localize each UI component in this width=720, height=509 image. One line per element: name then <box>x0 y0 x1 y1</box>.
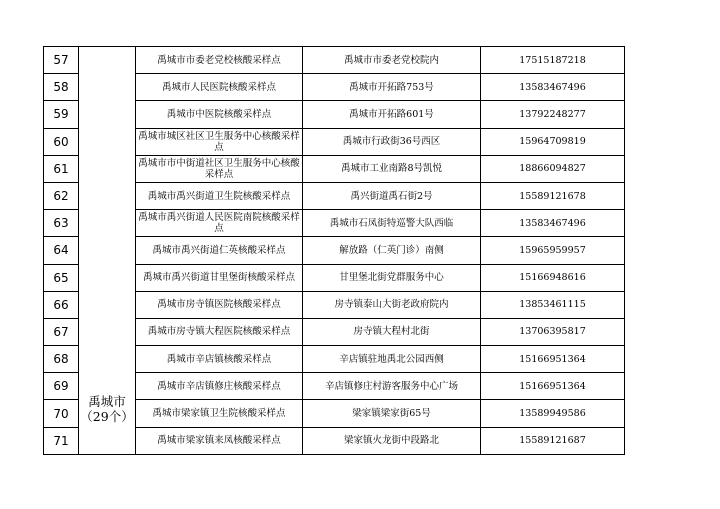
site-phone: 13706395817 <box>481 318 625 345</box>
site-name: 禹城市中医院核酸采样点 <box>136 101 303 128</box>
site-name: 禹城市城区社区卫生服务中心核酸采样点 <box>136 128 303 155</box>
row-number: 63 <box>44 210 79 237</box>
site-address: 禹城市工业南路8号凯悦 <box>303 155 481 182</box>
site-address: 禹兴街道禹石街2号 <box>303 182 481 209</box>
district-name: 禹城市 <box>88 394 126 410</box>
site-name: 禹城市房寺镇医院核酸采样点 <box>136 291 303 318</box>
site-address: 禹城市行政街36号西区 <box>303 128 481 155</box>
row-number: 69 <box>44 373 79 400</box>
site-name: 禹城市禹兴街道卫生院核酸采样点 <box>136 182 303 209</box>
site-phone: 15166951364 <box>481 373 625 400</box>
row-number: 67 <box>44 318 79 345</box>
site-phone: 18866094827 <box>481 155 625 182</box>
site-address: 禹城市石凤街特巡警大队西临 <box>303 210 481 237</box>
site-phone: 15589121678 <box>481 182 625 209</box>
site-name: 禹城市梁家镇卫生院核酸采样点 <box>136 400 303 427</box>
table-body <box>44 47 625 455</box>
district-cell <box>79 47 136 455</box>
site-name: 禹城市禹兴街道人民医院南院核酸采样点 <box>136 210 303 237</box>
row-number: 62 <box>44 182 79 209</box>
site-phone: 13583467496 <box>481 74 625 101</box>
site-name: 禹城市禹兴街道甘里堡街核酸采样点 <box>136 264 303 291</box>
row-number: 64 <box>44 237 79 264</box>
row-number: 70 <box>44 400 79 427</box>
site-address: 梁家镇梁家街65号 <box>303 400 481 427</box>
site-name: 禹城市辛店镇修庄核酸采样点 <box>136 373 303 400</box>
site-phone: 15166948616 <box>481 264 625 291</box>
row-number: 65 <box>44 264 79 291</box>
site-phone: 13792248277 <box>481 101 625 128</box>
site-name: 禹城市辛店镇核酸采样点 <box>136 346 303 373</box>
site-phone: 13589949586 <box>481 400 625 427</box>
row-number: 71 <box>44 427 79 454</box>
site-address: 解放路（仁英门诊）南侧 <box>303 237 481 264</box>
site-phone: 15964709819 <box>481 128 625 155</box>
site-name: 禹城市禹兴街道仁英核酸采样点 <box>136 237 303 264</box>
row-number: 66 <box>44 291 79 318</box>
site-phone: 17515187218 <box>481 47 625 74</box>
site-address: 辛店镇驻地禹北公园西侧 <box>303 346 481 373</box>
row-number: 60 <box>44 128 79 155</box>
site-address: 禹城市开拓路601号 <box>303 101 481 128</box>
site-name: 禹城市市委老党校核酸采样点 <box>136 47 303 74</box>
site-address: 房寺镇大程村北街 <box>303 318 481 345</box>
district-count: （29个） <box>80 409 134 425</box>
row-number: 58 <box>44 74 79 101</box>
site-address: 辛店镇修庄村游客服务中心广场 <box>303 373 481 400</box>
row-number: 68 <box>44 346 79 373</box>
site-name: 禹城市市中街道社区卫生服务中心核酸采样点 <box>136 155 303 182</box>
site-name: 禹城市房寺镇大程医院核酸采样点 <box>136 318 303 345</box>
site-phone: 15166951364 <box>481 346 625 373</box>
site-address: 禹城市开拓路753号 <box>303 74 481 101</box>
sampling-sites-table <box>43 46 625 455</box>
site-address: 房寺镇泰山大街老政府院内 <box>303 291 481 318</box>
site-phone: 13583467496 <box>481 210 625 237</box>
site-phone: 15589121687 <box>481 427 625 454</box>
table-row <box>44 47 625 74</box>
site-address: 甘里堡北街党群服务中心 <box>303 264 481 291</box>
site-name: 禹城市梁家镇来凤核酸采样点 <box>136 427 303 454</box>
site-address: 梁家镇火龙街中段路北 <box>303 427 481 454</box>
row-number: 61 <box>44 155 79 182</box>
row-number: 57 <box>44 47 79 74</box>
site-phone: 13853461115 <box>481 291 625 318</box>
site-address: 禹城市市委老党校院内 <box>303 47 481 74</box>
site-phone: 15965959957 <box>481 237 625 264</box>
row-number: 59 <box>44 101 79 128</box>
site-name: 禹城市人民医院核酸采样点 <box>136 74 303 101</box>
